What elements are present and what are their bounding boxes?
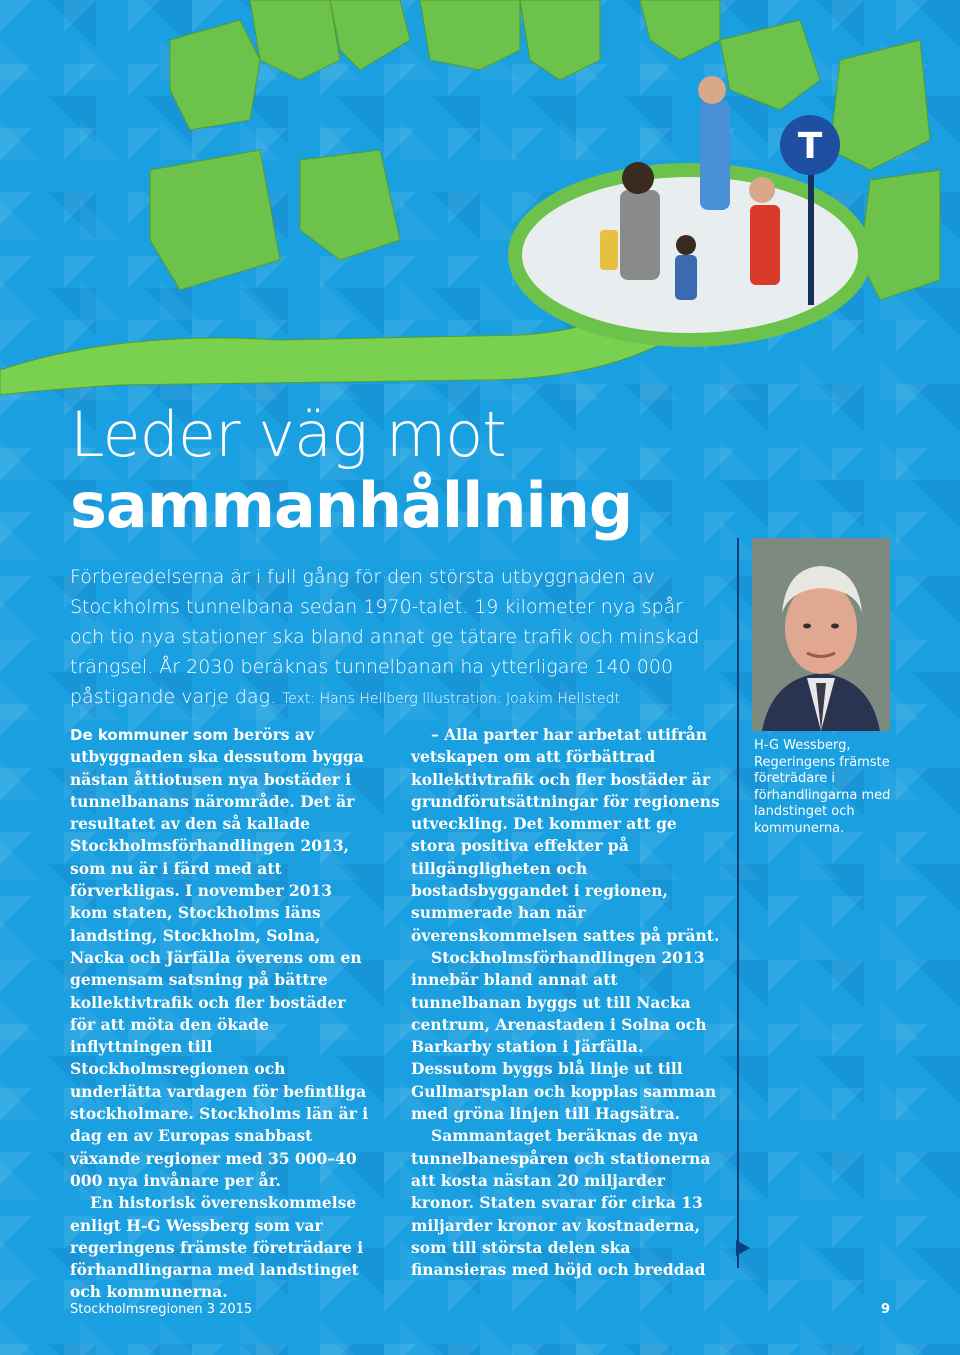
body-paragraph: – Alla parter har arbetat utifrån vetskapen om att förbättrad kollektivtrafik och fler bostäder är grundförutsättningar för regionens utveckling. Det kommer att ge stora positiva effekter på tillgängligheten och bostadsbyggandet i regionen, summerade han när överenskommelsen sattes på pränt.	[411, 725, 720, 945]
headline-line-2: sammanhållning	[70, 469, 633, 542]
body-column-1	[70, 724, 370, 1304]
body-paragraph: Sammantaget beräknas de nya tunnelbanespåren och stationerna att kosta nästan 20 miljarder kronor. Staten svarar för cirka 13 miljarder kronor av kostnaderna, som till största delen ska finansieras med höjd och breddad	[411, 1126, 711, 1280]
body-text: berörs av utbyggnaden ska dessutom bygga nästan åttiotusen nya bostäder i tunnelbanans närområde. Det är resultatet av den så kallade Stockholmsförhandlingen 2013, som nu är i färd med att förverkligas. I november 2013 kom staten, Stockholms läns landsting, Stockholm, Solna, Nacka och Järfälla överens om en gemensam satsning på bättre kollektivtrafik och fler bostäder för att möta den ökade inflyttningen till Stockholmsregionen och underlätta vardagen för befintliga stockholmare. Stockholms län är i dag en av Europas snabbast växande regioner med 35 000–40 000 nya invånare per år.	[70, 725, 369, 1190]
body-paragraph: En historisk överenskommelse enligt H-G Wessberg som var regeringens främste företrädare i förhandlingarna med landstinget och kommunerna.	[70, 1193, 364, 1302]
portrait-caption: H-G Wessberg, Regeringens främste företrädare i förhandlingarna med landstinget och kommunerna.	[754, 738, 891, 836]
credits: Text: Hans Hellberg Illustration: Joakim Hellstedt	[282, 691, 621, 707]
footer-publication: Stockholmsregionen 3 2015	[70, 1302, 253, 1317]
ingress-text: Förberedelserna är i full gång för den största utbyggnaden av Stockholms tunnelbana sedan 1970-talet. 19 kilometer nya spår och tio nya stationer ska bland annat ge tätare trafik och minskad trängsel. År 2030 beräknas tunnelbanan ha ytterligare 140 000 påstigande varje dag.	[70, 566, 700, 708]
headline-line-1: Leder väg mot	[70, 398, 506, 471]
lead-in: De kommuner som	[70, 726, 228, 744]
ingress	[70, 562, 710, 714]
body-paragraph	[70, 724, 370, 1192]
headline	[70, 400, 632, 542]
body-column-2	[411, 724, 723, 1281]
body-paragraph: Stockholmsförhandlingen 2013 innebär bland annat att tunnelbanan byggs ut till Nacka centrum, Arenastaden i Solna och Barkarby station i Järfälla. Dessutom byggs blå linje ut till Gullmarsplan och kopplas samman med gröna linjen till Hagsätra.	[411, 947, 717, 1124]
page-number: 9	[881, 1302, 891, 1317]
continue-arrow-icon	[736, 1240, 750, 1256]
column-divider	[737, 538, 739, 1268]
portrait-photo	[752, 538, 890, 731]
illustration	[0, 0, 960, 400]
metro-sign-letter: T	[797, 126, 823, 167]
